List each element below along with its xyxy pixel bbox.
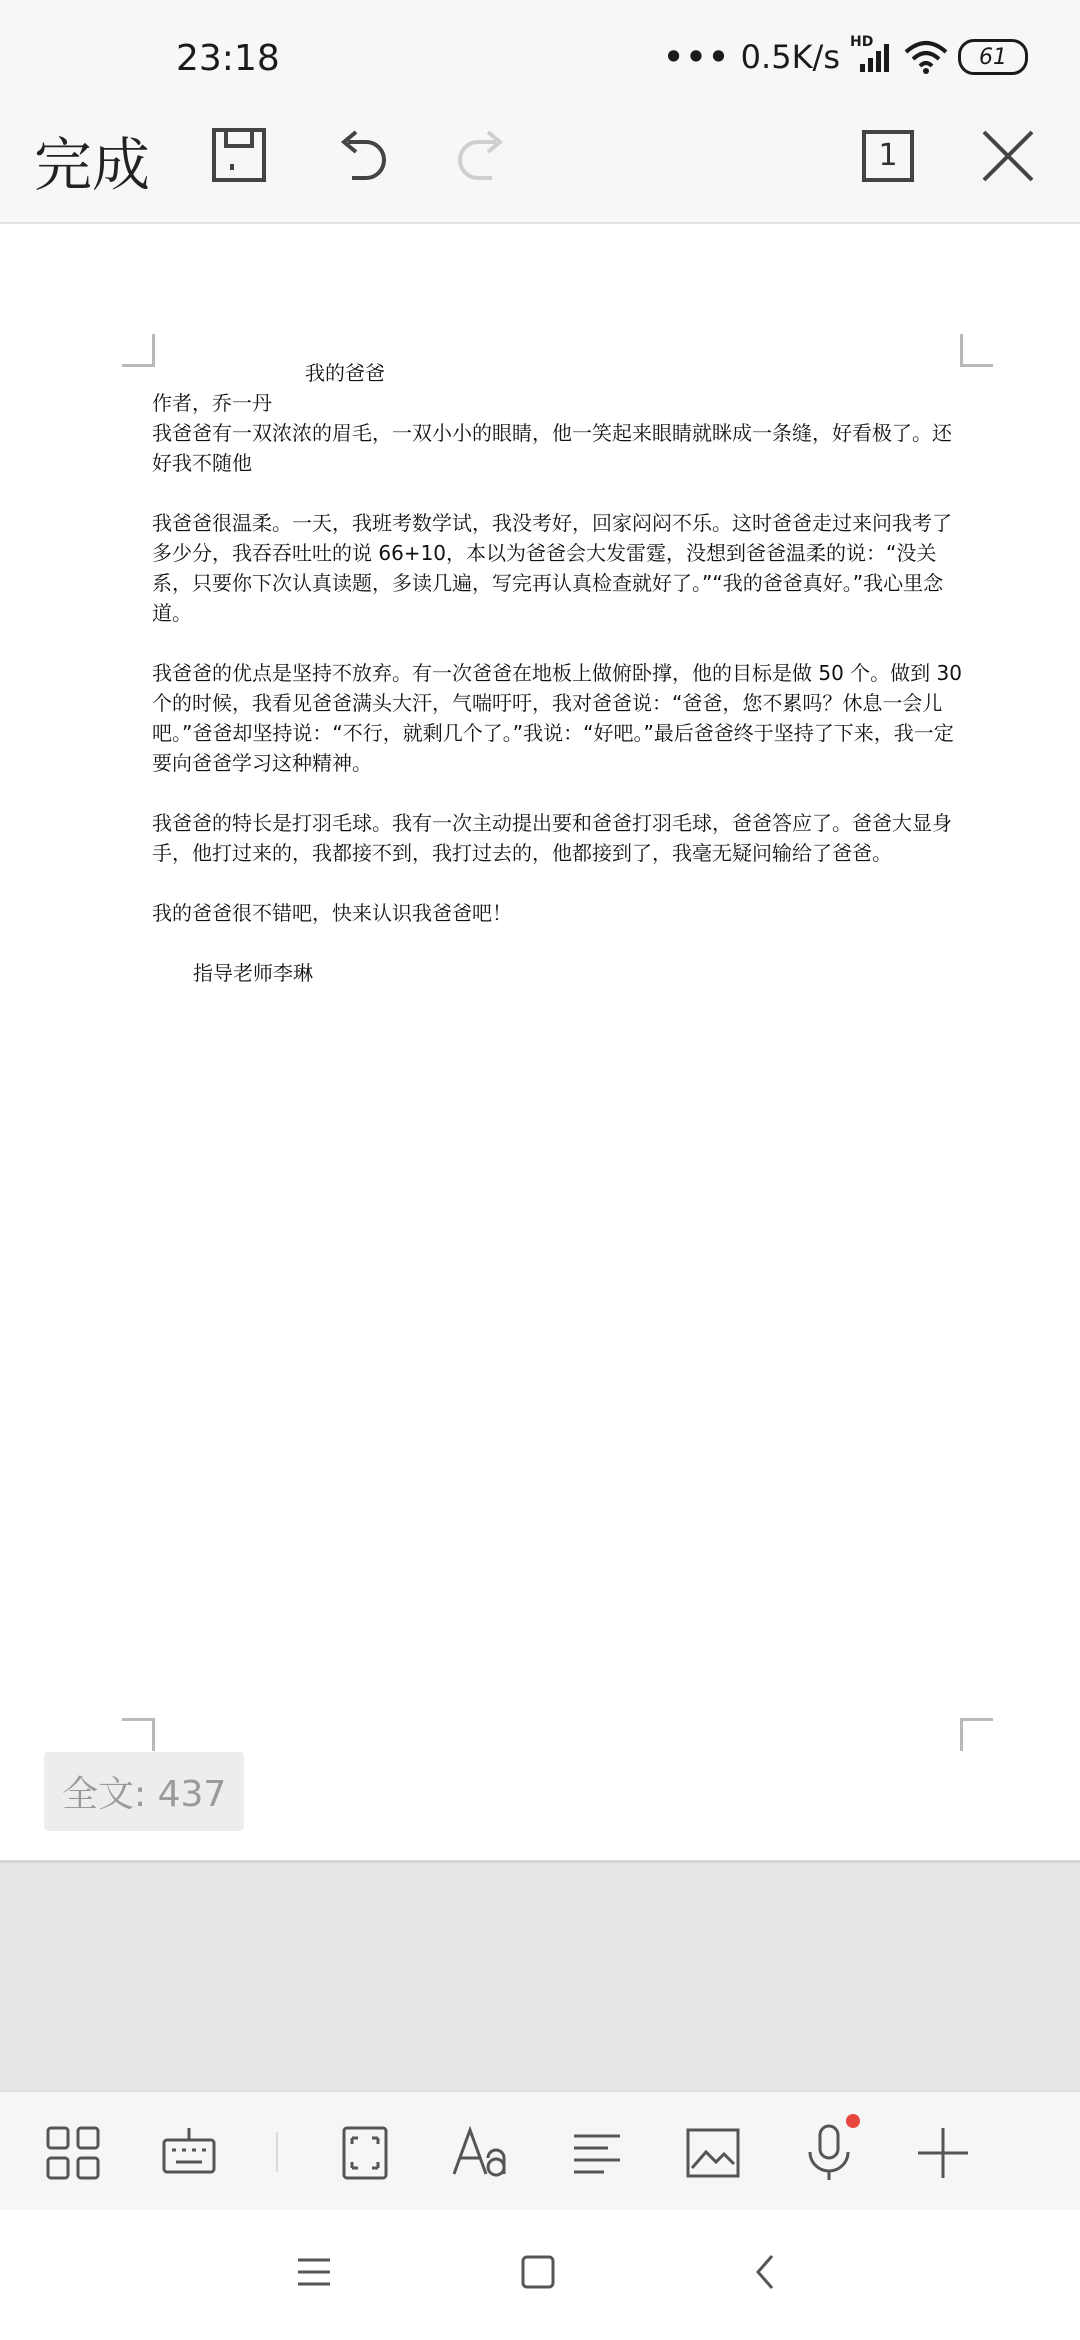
workspace-background (0, 1860, 1080, 2093)
system-nav-bar (0, 2210, 1080, 2340)
done-button[interactable]: 完成 (34, 131, 151, 199)
font-icon[interactable] (450, 2122, 512, 2184)
network-speed: 0.5K/s (740, 38, 840, 76)
page-count: 1 (878, 138, 898, 173)
page-corner-mark (960, 334, 993, 367)
apps-icon[interactable] (42, 2122, 104, 2184)
page-corner-mark (960, 1718, 993, 1751)
menu-icon[interactable] (292, 2250, 336, 2294)
bottom-toolbar (0, 2090, 1080, 2212)
teacher-signature: 指导老师李琳 (193, 961, 313, 985)
notification-dot (846, 2114, 860, 2128)
page-count-icon[interactable] (852, 120, 924, 192)
add-icon[interactable] (912, 2122, 974, 2184)
status-dots: ••• (663, 38, 731, 76)
align-icon[interactable] (566, 2122, 628, 2184)
redo-icon[interactable] (446, 120, 518, 192)
document-author: 作者，乔一丹 (152, 391, 272, 415)
paragraph: 我爸爸有一双浓浓的眉毛，一双小小的眼睛，他一笑起来眼睛就眯成一条缝，好看极了。还好我不随他 (152, 421, 952, 475)
document-title: 我的爸爸 (305, 361, 385, 385)
image-icon[interactable] (682, 2122, 744, 2184)
undo-icon[interactable] (326, 120, 398, 192)
paragraph: 我的爸爸很不错吧，快来认识我爸爸吧！ (152, 901, 512, 925)
paragraph: 我爸爸很温柔。一天，我班考数学试，我没考好，回家闷闷不乐。这时爸爸走过来问我考了多少分，我吞吞吐吐的说 66+10，本以为爸爸会大发雷霆，没想到爸爸温柔的说：“没关系，只要你下次认真读题，多读几遍，写完再认真检查就好了。”“我的爸爸真好。”我心里念道。 (152, 511, 952, 625)
document-page[interactable] (0, 224, 1080, 1860)
back-icon[interactable] (744, 2250, 788, 2294)
status-time: 23:18 (176, 38, 280, 79)
mic-icon[interactable] (798, 2122, 860, 2184)
wifi-icon (904, 40, 948, 74)
page-corner-mark (122, 334, 155, 367)
save-icon[interactable] (204, 120, 276, 192)
word-count-badge: 全文: 437 (44, 1752, 244, 1831)
close-icon[interactable] (972, 120, 1044, 192)
page-corner-mark (122, 1718, 155, 1751)
keyboard-icon[interactable] (158, 2122, 220, 2184)
status-indicators (663, 34, 1028, 76)
signal-icon (850, 34, 894, 74)
hd-label: HD (850, 34, 874, 50)
battery-indicator: 61 (958, 39, 1028, 75)
top-toolbar (0, 0, 1080, 224)
paragraph: 我爸爸的优点是坚持不放弃。有一次爸爸在地板上做俯卧撑，他的目标是做 50 个。做到 30 个的时候，我看见爸爸满头大汗，气喘吁吁，我对爸爸说：“爸爸，您不累吗？休息一会儿吧。”爸爸却坚持说：“不行，就剩几个了。”我说：“好吧。”最后爸爸终于坚持了下来，我一定要向爸爸学习这种精神。 (152, 661, 962, 775)
fullscreen-icon[interactable] (334, 2122, 396, 2184)
home-icon[interactable] (516, 2250, 560, 2294)
document-body[interactable] (152, 358, 962, 988)
paragraph: 我爸爸的特长是打羽毛球。我有一次主动提出要和爸爸打羽毛球，爸爸答应了。爸爸大显身手，他打过来的，我都接不到，我打过去的，他都接到了，我毫无疑问输给了爸爸。 (152, 811, 952, 865)
toolbar-divider (276, 2132, 278, 2172)
